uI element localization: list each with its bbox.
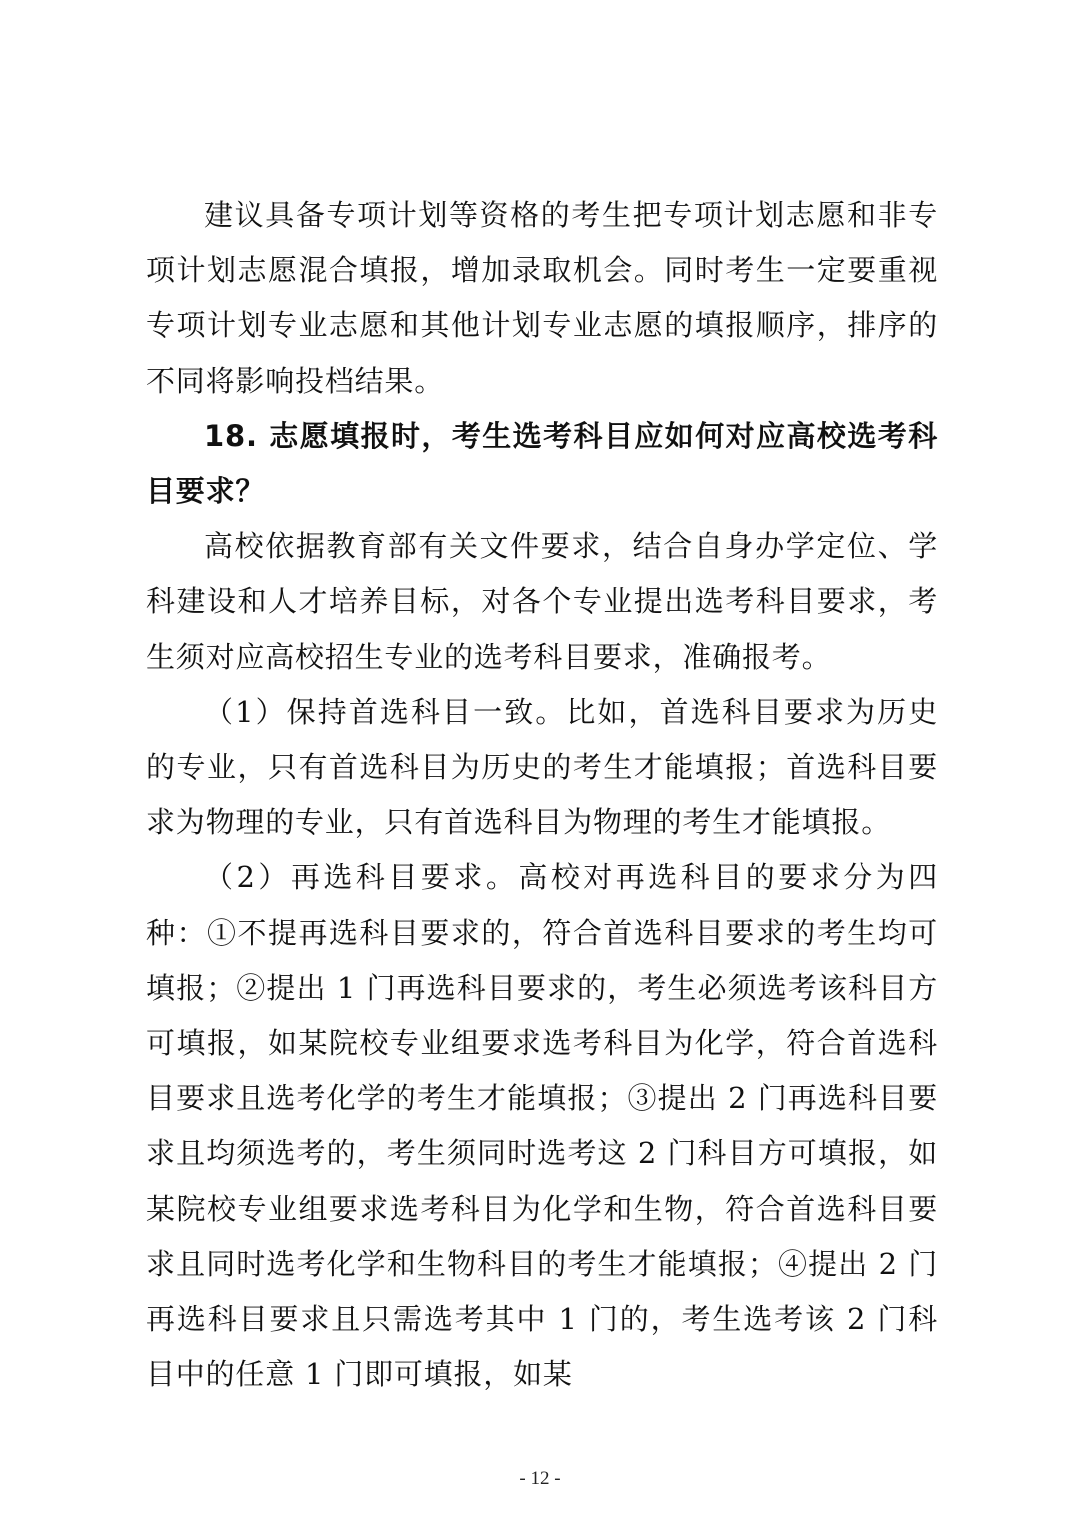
paragraph-special-plan: 建议具备专项计划等资格的考生把专项计划志愿和非专项计划志愿混合填报，增加录取机会。同时考生一定要重视专项计划专业志愿和其他计划专业志愿的填报顺序，排序的不同将影响投档结果。 xyxy=(146,198,938,398)
paragraph-first-subject: （1）保持首选科目一致。比如，首选科目要求为历史的专业，只有首选科目为历史的考生才能填报；首选科目要求为物理的专业，只有首选科目为物理的考生才能填报。 xyxy=(146,694,938,840)
page-number: - 12 - xyxy=(519,1468,561,1489)
page-body xyxy=(146,188,938,1402)
paragraph-subject-requirements: 高校依据教育部有关文件要求，结合自身办学定位、学科建设和人才培养目标，对各个专业提出选考科目要求，考生须对应高校招生专业的选考科目要求，准确报考。 xyxy=(146,529,938,674)
paragraph-second-subjects: （2）再选科目要求。高校对再选科目的要求分为四种：①不提再选科目要求的，符合首选科目要求的考生均可填报；②提出 1 门再选科目要求的，考生必须选考该科目方可填报，如某院校专业组要求选考科目为化学，符合首选科目要求且选考化学的考生才能填报；③提出 2 门再选科目要求且均须选考的，考生须同时选考这 2 门科目方可填报，如某院校专业组要求选考科目为化学和生物，符合首选科目要求且同时选考化学和生物科目的考生才能填报；④提出 2 门再选科目要求且只需选考其中 1 门的，考生选考该 2 门科目中的任意 1 门即可填报，如某 xyxy=(146,860,938,1392)
question-heading-18: 18. 志愿填报时，考生选考科目应如何对应高校选考科目要求？ xyxy=(146,418,938,509)
